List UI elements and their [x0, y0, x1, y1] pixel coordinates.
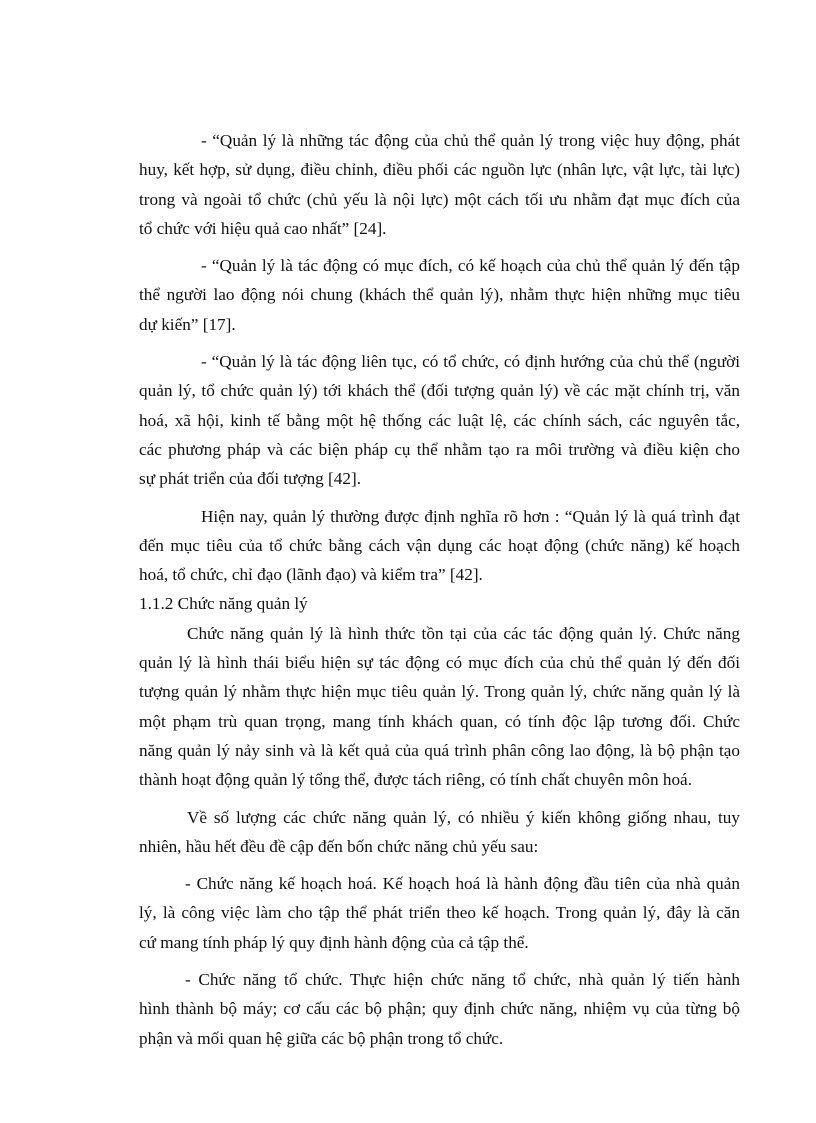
- paragraph-current-definition: [139, 502, 740, 590]
- text-line: - “Quản lý là tác động có mục đích, có kế hoạch của chủ thể quản lý đến tập: [201, 256, 740, 276]
- text-line: - Chức năng tổ chức. Thực hiện chức năng tổ chức, nhà quản lý tiến hành: [185, 970, 740, 990]
- paragraph-definition-1: [139, 126, 740, 243]
- text-line: dự kiến” [17].: [139, 314, 236, 334]
- text-line: đến mục tiêu của tổ chức bằng cách vận dụng các hoạt động (chức năng) kế hoạch: [139, 535, 740, 555]
- text-line: hoá, tổ chức, chỉ đạo (lãnh đạo) và kiểm tra” [42].: [139, 565, 483, 585]
- text-line: phận và mối quan hệ giữa các bộ phận trong tổ chức.: [139, 1028, 504, 1048]
- paragraph-planning-function: [139, 869, 740, 957]
- text-line: sự phát triển của đối tượng [42].: [139, 469, 361, 489]
- text-line: năng quản lý nảy sinh và là kết quả của quá trình phân công lao động, là bộ phận tạo: [139, 740, 740, 760]
- text-line: Về số lượng các chức năng quản lý, có nhiều ý kiến không giống nhau, tuy: [187, 807, 740, 827]
- text-line: một phạm trù quan trọng, mang tính khách quan, có tính độc lập tương đối. Chức: [139, 711, 740, 731]
- text-line: nhiên, hầu hết đều đề cập đến bốn chức năng chủ yếu sau:: [139, 836, 539, 856]
- text-line: - Chức năng kế hoạch hoá. Kế hoạch hoá là hành động đầu tiên của nhà quản: [185, 874, 740, 894]
- text-line: Chức năng quản lý là hình thức tồn tại của các tác động quản lý. Chức năng: [187, 623, 740, 643]
- paragraph-functions-intro: [139, 619, 740, 795]
- text-line: hoá, xã hội, kinh tế bằng một hệ thống các luật lệ, các chính sách, các nguyên tắc,: [139, 410, 740, 430]
- text-line: hình thành bộ máy; cơ cấu các bộ phận; quy định chức năng, nhiệm vụ của từng bộ: [139, 999, 740, 1019]
- text-line: Hiện nay, quản lý thường được định nghĩa rõ hơn : “Quản lý là quá trình đạt: [201, 506, 740, 526]
- paragraph-definition-2: [139, 251, 740, 339]
- paragraph-functions-count: [139, 803, 740, 862]
- text-line: quản lý, tổ chức quản lý) tới khách thể (đối tượng quản lý) về các mặt chính trị, văn: [139, 381, 740, 401]
- text-line: tượng quản lý nhằm thực hiện mục tiêu quản lý. Trong quản lý, chức năng quản lý là: [139, 682, 740, 702]
- text-line: quản lý là hình thái biểu hiện sự tác động có mục đích của chủ thể quản lý đến đối: [139, 653, 740, 673]
- text-line: - “Quản lý là tác động liên tục, có tổ chức, có định hướng của chủ thể (người: [201, 352, 740, 372]
- text-line: tổ chức với hiệu quả cao nhất” [24].: [139, 218, 387, 238]
- paragraph-definition-3: [139, 347, 740, 493]
- text-line: lý, là công việc làm cho tập thể phát triển theo kế hoạch. Trong quản lý, đây là căn: [139, 903, 740, 923]
- section-title: 1.1.2 Chức năng quản lý: [139, 594, 308, 614]
- text-line: cứ mang tính pháp lý quy định hành động của cả tập thể.: [139, 932, 529, 952]
- text-line: thành hoạt động quản lý tổng thể, được tách riêng, có tính chất chuyên môn hoá.: [139, 770, 692, 790]
- text-line: huy, kết hợp, sử dụng, điều chỉnh, điều phối các nguồn lực (nhân lực, vật lực, tài lực): [139, 160, 740, 180]
- document-page: [139, 126, 740, 1053]
- text-line: các phương pháp và các biện pháp cụ thể nhằm tạo ra môi trường và điều kiện cho: [139, 439, 740, 459]
- section-heading: [139, 589, 740, 618]
- paragraph-organizing-function: [139, 965, 740, 1053]
- text-line: - “Quản lý là những tác động của chủ thể quản lý trong việc huy động, phát: [201, 131, 740, 150]
- text-line: trong và ngoài tổ chức (chủ yếu là nội lực) một cách tối ưu nhằm đạt mục đích của: [139, 189, 740, 209]
- text-line: thể người lao động nói chung (khách thể quản lý), nhằm thực hiện những mục tiêu: [139, 285, 740, 305]
